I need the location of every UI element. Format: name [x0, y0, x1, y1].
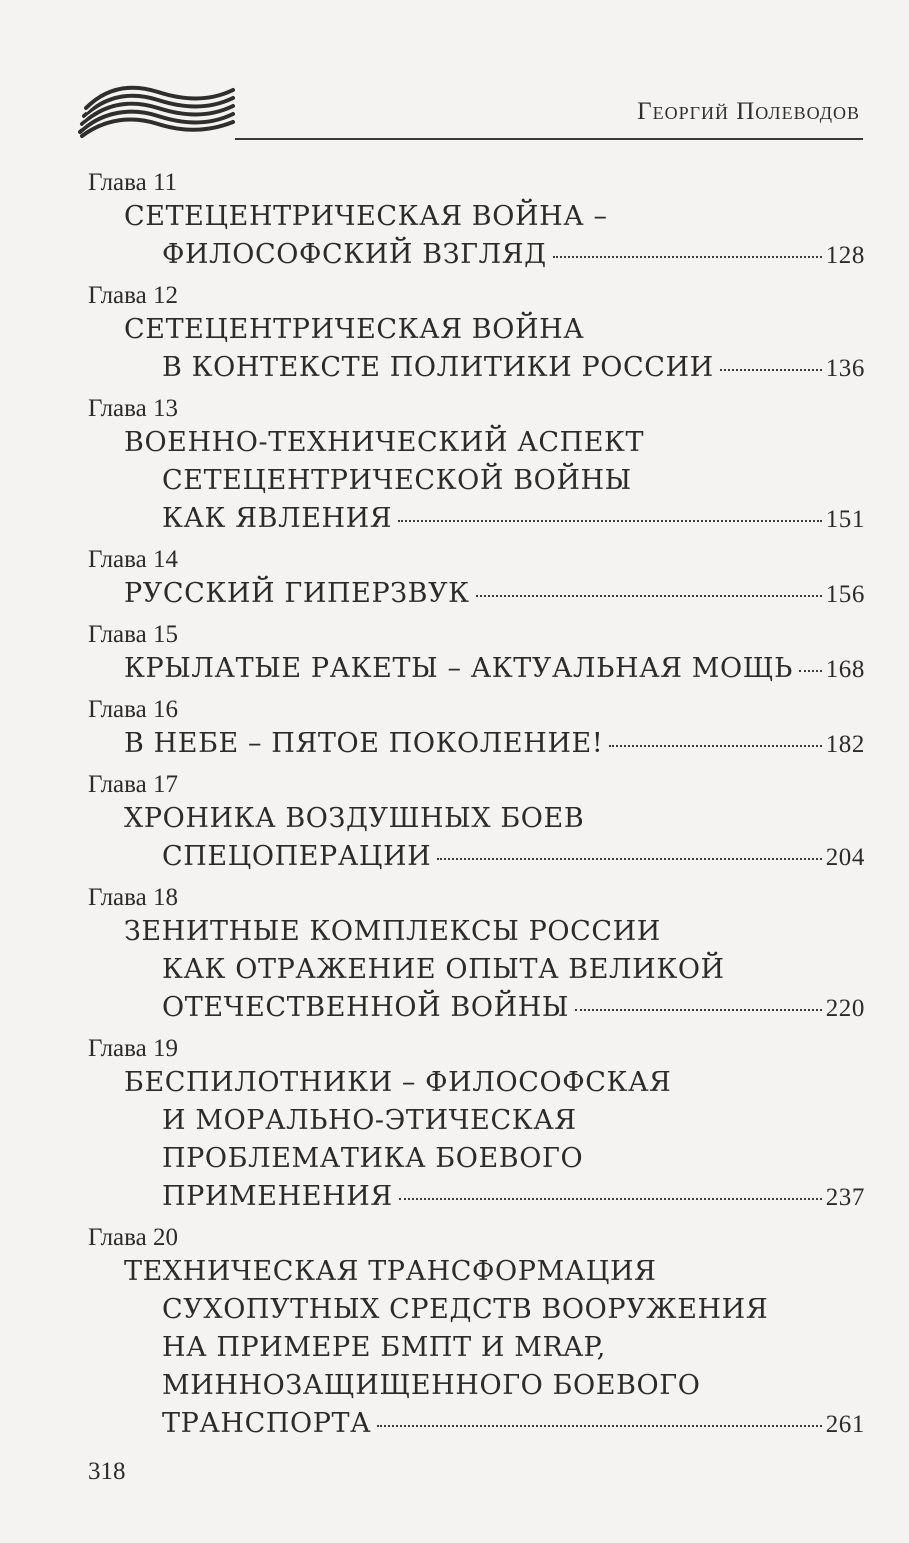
table-of-contents — [88, 168, 865, 1450]
chapter-title-text: ОТЕЧЕСТВЕННОЙ ВОЙНЫ — [162, 992, 570, 1023]
toc-title-line — [88, 1253, 865, 1291]
toc-entry — [88, 281, 865, 388]
toc-title-last-line — [88, 349, 865, 388]
chapter-label: Глава 20 — [88, 1224, 178, 1251]
toc-entry — [88, 545, 865, 614]
toc-page-number: 220 — [825, 995, 865, 1022]
running-header-author: Георгий Полеводов — [637, 98, 860, 125]
toc-title-line — [88, 951, 865, 989]
chapter-title-text: ХРОНИКА ВОЗДУШНЫХ БОЕВ — [124, 803, 585, 834]
toc-title-line — [88, 198, 865, 236]
chapter-title-text: СЕТЕЦЕНТРИЧЕСКАЯ ВОЙНА — [124, 314, 585, 345]
toc-title-line — [88, 1291, 865, 1329]
toc-title-last-line — [88, 236, 865, 275]
dot-leader — [799, 670, 822, 672]
chapter-title-text: НА ПРИМЕРЕ БМПТ И MRAP, — [162, 1332, 606, 1363]
chapter-title-text: В НЕБЕ – ПЯТОЕ ПОКОЛЕНИЕ! — [124, 728, 604, 759]
toc-page-number: 136 — [825, 355, 865, 382]
chapter-label: Глава 15 — [88, 621, 178, 648]
chapter-title-text: КАК ОТРАЖЕНИЕ ОПЫТА ВЕЛИКОЙ — [162, 954, 725, 985]
dot-leader — [553, 256, 822, 258]
chapter-label: Глава 17 — [88, 771, 178, 798]
chapter-title-text: ТЕХНИЧЕСКАЯ ТРАНСФОРМАЦИЯ — [124, 1256, 657, 1287]
chapter-title-text: В КОНТЕКСТЕ ПОЛИТИКИ РОССИИ — [162, 352, 714, 383]
chapter-label: Глава 11 — [88, 169, 178, 196]
toc-entry — [88, 620, 865, 689]
chapter-title-text: СУХОПУТНЫХ СРЕДСТВ ВООРУЖЕНИЯ — [162, 1294, 769, 1325]
page-number: 318 — [88, 1458, 126, 1485]
chapter-title-text: ТРАНСПОРТА — [162, 1408, 372, 1439]
toc-title-last-line — [88, 1178, 865, 1217]
chapter-title-text: КРЫЛАТЫЕ РАКЕТЫ – АКТУАЛЬНАЯ МОЩЬ — [124, 653, 793, 684]
toc-title-line — [88, 800, 865, 838]
toc-title-line — [88, 913, 865, 951]
chapter-label: Глава 18 — [88, 884, 178, 911]
running-header — [78, 70, 864, 150]
header-rule — [235, 138, 863, 140]
toc-title-line — [88, 1102, 865, 1140]
dot-leader — [398, 520, 821, 522]
chapter-title-text: ЗЕНИТНЫЕ КОМПЛЕКСЫ РОССИИ — [124, 916, 661, 947]
toc-page-number: 128 — [825, 242, 865, 269]
chapter-title-text: МИННОЗАЩИЩЕННОГО БОЕВОГО — [162, 1370, 701, 1401]
toc-page-number: 156 — [825, 581, 865, 608]
toc-title-line — [88, 1064, 865, 1102]
toc-entry — [88, 1034, 865, 1217]
ribbon-flag-icon — [78, 78, 238, 138]
toc-title-line — [88, 462, 865, 500]
toc-entry — [88, 695, 865, 764]
chapter-title-text: И МОРАЛЬНО-ЭТИЧЕСКАЯ — [162, 1105, 577, 1136]
chapter-title-text: ПРИМЕНЕНИЯ — [162, 1181, 393, 1212]
toc-page-number: 182 — [825, 731, 865, 758]
toc-entry — [88, 1223, 865, 1444]
toc-entry — [88, 168, 865, 275]
chapter-label: Глава 16 — [88, 696, 178, 723]
chapter-label: Глава 13 — [88, 395, 178, 422]
dot-leader — [437, 858, 821, 860]
toc-title-line — [88, 424, 865, 462]
dot-leader — [377, 1425, 822, 1427]
dot-leader — [476, 595, 822, 597]
chapter-title-text: РУССКИЙ ГИПЕРЗВУК — [124, 578, 470, 609]
toc-title-last-line — [88, 989, 865, 1028]
chapter-title-text: СЕТЕЦЕНТРИЧЕСКАЯ ВОЙНА – — [124, 201, 608, 232]
toc-page-number: 204 — [825, 844, 865, 871]
toc-title-line — [88, 311, 865, 349]
toc-page-number: 237 — [825, 1184, 865, 1211]
chapter-title-text: СЕТЕЦЕНТРИЧЕСКОЙ ВОЙНЫ — [162, 465, 632, 496]
chapter-label: Глава 14 — [88, 546, 178, 573]
dot-leader — [720, 369, 822, 371]
chapter-label: Глава 12 — [88, 282, 178, 309]
toc-title-line — [88, 1367, 865, 1405]
toc-entry — [88, 883, 865, 1028]
toc-title-last-line — [88, 725, 865, 764]
toc-entry — [88, 394, 865, 539]
toc-page-number: 151 — [825, 506, 865, 533]
chapter-title-text: ПРОБЛЕМАТИКА БОЕВОГО — [162, 1143, 584, 1174]
dot-leader — [609, 745, 821, 747]
chapter-title-text: КАК ЯВЛЕНИЯ — [162, 503, 393, 534]
chapter-label: Глава 19 — [88, 1035, 178, 1062]
toc-title-last-line — [88, 650, 865, 689]
dot-leader — [399, 1198, 822, 1200]
toc-title-last-line — [88, 575, 865, 614]
toc-title-last-line — [88, 838, 865, 877]
chapter-title-text: ФИЛОСОФСКИЙ ВЗГЛЯД — [162, 239, 547, 270]
chapter-title-text: СПЕЦОПЕРАЦИИ — [162, 841, 432, 872]
toc-title-last-line — [88, 1405, 865, 1444]
chapter-title-text: ВОЕННО-ТЕХНИЧЕСКИЙ АСПЕКТ — [124, 427, 645, 458]
toc-title-line — [88, 1329, 865, 1367]
toc-title-last-line — [88, 500, 865, 539]
toc-page-number: 168 — [825, 656, 865, 683]
toc-page-number: 261 — [825, 1411, 865, 1438]
dot-leader — [575, 1009, 822, 1011]
toc-title-line — [88, 1140, 865, 1178]
chapter-title-text: БЕСПИЛОТНИКИ – ФИЛОСОФСКАЯ — [124, 1067, 672, 1098]
toc-entry — [88, 770, 865, 877]
